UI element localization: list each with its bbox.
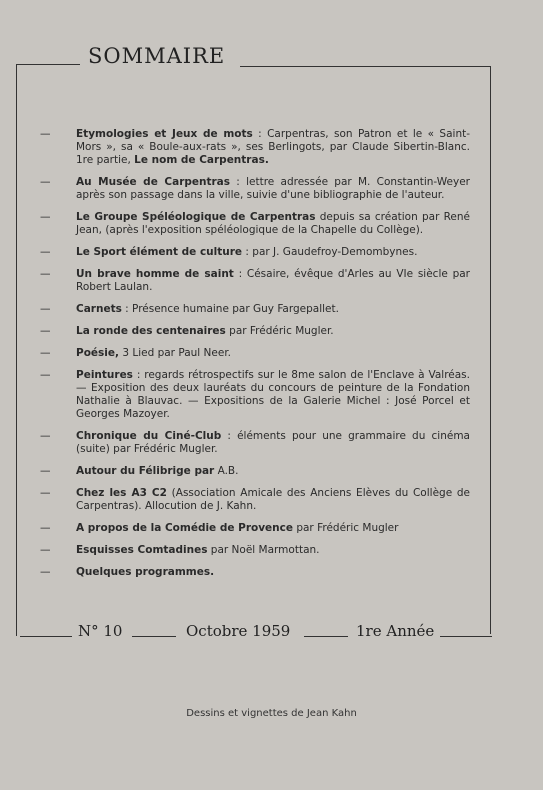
entry-text <box>76 303 470 316</box>
footer-rule <box>304 636 348 637</box>
entry-text <box>76 369 470 421</box>
entry-description: : par J. Gaudefroy-Demombynes. <box>242 246 418 258</box>
footer-rule <box>440 636 492 637</box>
contents-entry <box>40 566 470 579</box>
entry-dash: — <box>40 487 51 499</box>
entry-text <box>76 544 470 557</box>
contents-entry <box>40 347 470 360</box>
entry-dash: — <box>40 211 51 223</box>
entry-dash: — <box>40 522 51 534</box>
entry-description: par Frédéric Mugler <box>293 522 399 534</box>
entry-text <box>76 522 470 535</box>
entry-heading: Quelques programmes. <box>76 566 215 578</box>
entry-heading: Le Groupe Spéléologique de Carpentras <box>76 211 316 223</box>
entry-heading: Un brave homme de saint <box>76 268 234 280</box>
entry-description: par Frédéric Mugler. <box>225 325 334 337</box>
entry-heading: Le nom de Carpentras. <box>134 154 269 166</box>
frame-right-border <box>490 66 491 634</box>
entry-dash: — <box>40 544 51 556</box>
entry-description: : Césaire, évêque d'Arles au VIe siècle par Robert Laulan. <box>76 268 470 293</box>
entry-heading: Peintures <box>76 369 133 381</box>
entry-text <box>76 465 470 478</box>
entry-dash: — <box>40 347 51 359</box>
entry-heading: Chronique du Ciné-Club <box>76 430 222 442</box>
entry-dash: — <box>40 430 51 442</box>
entry-dash: — <box>40 176 51 188</box>
entry-heading: A propos de la Comédie de Provence <box>76 522 293 534</box>
entry-description: A.B. <box>214 465 239 477</box>
contents-entry <box>40 487 470 513</box>
entry-dash: — <box>40 268 51 280</box>
entry-description: : Présence humaine par Guy Fargepallet. <box>121 303 339 315</box>
entry-text <box>76 128 470 167</box>
footer-rule <box>20 636 72 637</box>
entry-heading: Poésie, <box>76 347 119 359</box>
entry-heading: Au Musée de Carpentras <box>76 176 231 188</box>
entry-dash: — <box>40 303 51 315</box>
contents-entry <box>40 522 470 535</box>
entry-dash: — <box>40 128 51 140</box>
contents-entry <box>40 465 470 478</box>
entry-text <box>76 487 470 513</box>
entry-text <box>76 430 470 456</box>
frame-left-border <box>16 64 17 636</box>
contents-entry <box>40 128 470 167</box>
entry-text <box>76 211 470 237</box>
entry-heading: Chez les A3 C2 <box>76 487 167 499</box>
entry-text <box>76 566 470 579</box>
entry-heading: Esquisses Comtadines <box>76 544 208 556</box>
contents-entry <box>40 544 470 557</box>
entry-text <box>76 246 470 259</box>
issue-date: Octobre 1959 <box>186 622 291 640</box>
entry-heading: Carnets <box>76 303 122 315</box>
contents-entry <box>40 246 470 259</box>
contents-entry <box>40 268 470 294</box>
contents-entry <box>40 369 470 421</box>
entry-heading: Le Sport élément de culture <box>76 246 243 258</box>
contents-entry <box>40 176 470 202</box>
entry-description: depuis sa création par René Jean, (après l'exposition spéléologique de la Chapelle du Collège). <box>76 211 470 236</box>
page-title: SOMMAIRE <box>88 44 226 68</box>
entry-text <box>76 325 470 338</box>
contents-entry <box>40 211 470 237</box>
entry-dash: — <box>40 325 51 337</box>
entry-text <box>76 176 470 202</box>
entry-description: : lettre adressée par M. Constantin-Weyer après son passage dans la ville, suivie d'une bibliographie de l'auteur. <box>76 176 470 201</box>
entry-heading: Etymologies et Jeux de mots <box>76 128 253 140</box>
entry-dash: — <box>40 566 51 578</box>
contents-entry <box>40 325 470 338</box>
entry-dash: — <box>40 246 51 258</box>
issue-number: N° 10 <box>78 622 123 640</box>
title-rule-right <box>240 66 491 67</box>
entry-text <box>76 268 470 294</box>
issue-footer <box>20 622 492 642</box>
illustration-credit: Dessins et vignettes de Jean Kahn <box>186 708 357 719</box>
entry-description: : Carpentras, son Patron et le « Saint-Mors », sa « Boule-aux-rats », ses Berlingots, par Claude Sibertin-Blanc. 1re partie, <box>76 128 471 166</box>
entry-heading: Autour du Félibrige par <box>76 465 215 477</box>
issue-year: 1re Année <box>356 622 435 640</box>
contents-entry <box>40 303 470 316</box>
contents-entry <box>40 430 470 456</box>
contents-list <box>40 128 470 588</box>
entry-heading: La ronde des centenaires <box>76 325 226 337</box>
entry-dash: — <box>40 369 51 381</box>
title-rule-left <box>16 64 80 65</box>
entry-description: : regards rétrospectifs sur le 8me salon de l'Enclave à Valréas. — Exposition des deux lauréats du concours de peinture de la Fondation Nathalie à Blauvac. — Expositions de la Galerie Michel : José Porcel et Georges Mazoyer. <box>76 369 470 420</box>
entry-description: 3 Lied par Paul Neer. <box>119 347 232 359</box>
entry-text <box>76 347 470 360</box>
entry-description: : éléments pour une grammaire du cinéma (suite) par Frédéric Mugler. <box>76 430 470 455</box>
entry-dash: — <box>40 465 51 477</box>
entry-description: (Association Amicale des Anciens Elèves du Collège de Carpentras). Allocution de J. Kahn. <box>76 487 471 512</box>
entry-description: par Noël Marmottan. <box>207 544 320 556</box>
footer-rule <box>132 636 176 637</box>
